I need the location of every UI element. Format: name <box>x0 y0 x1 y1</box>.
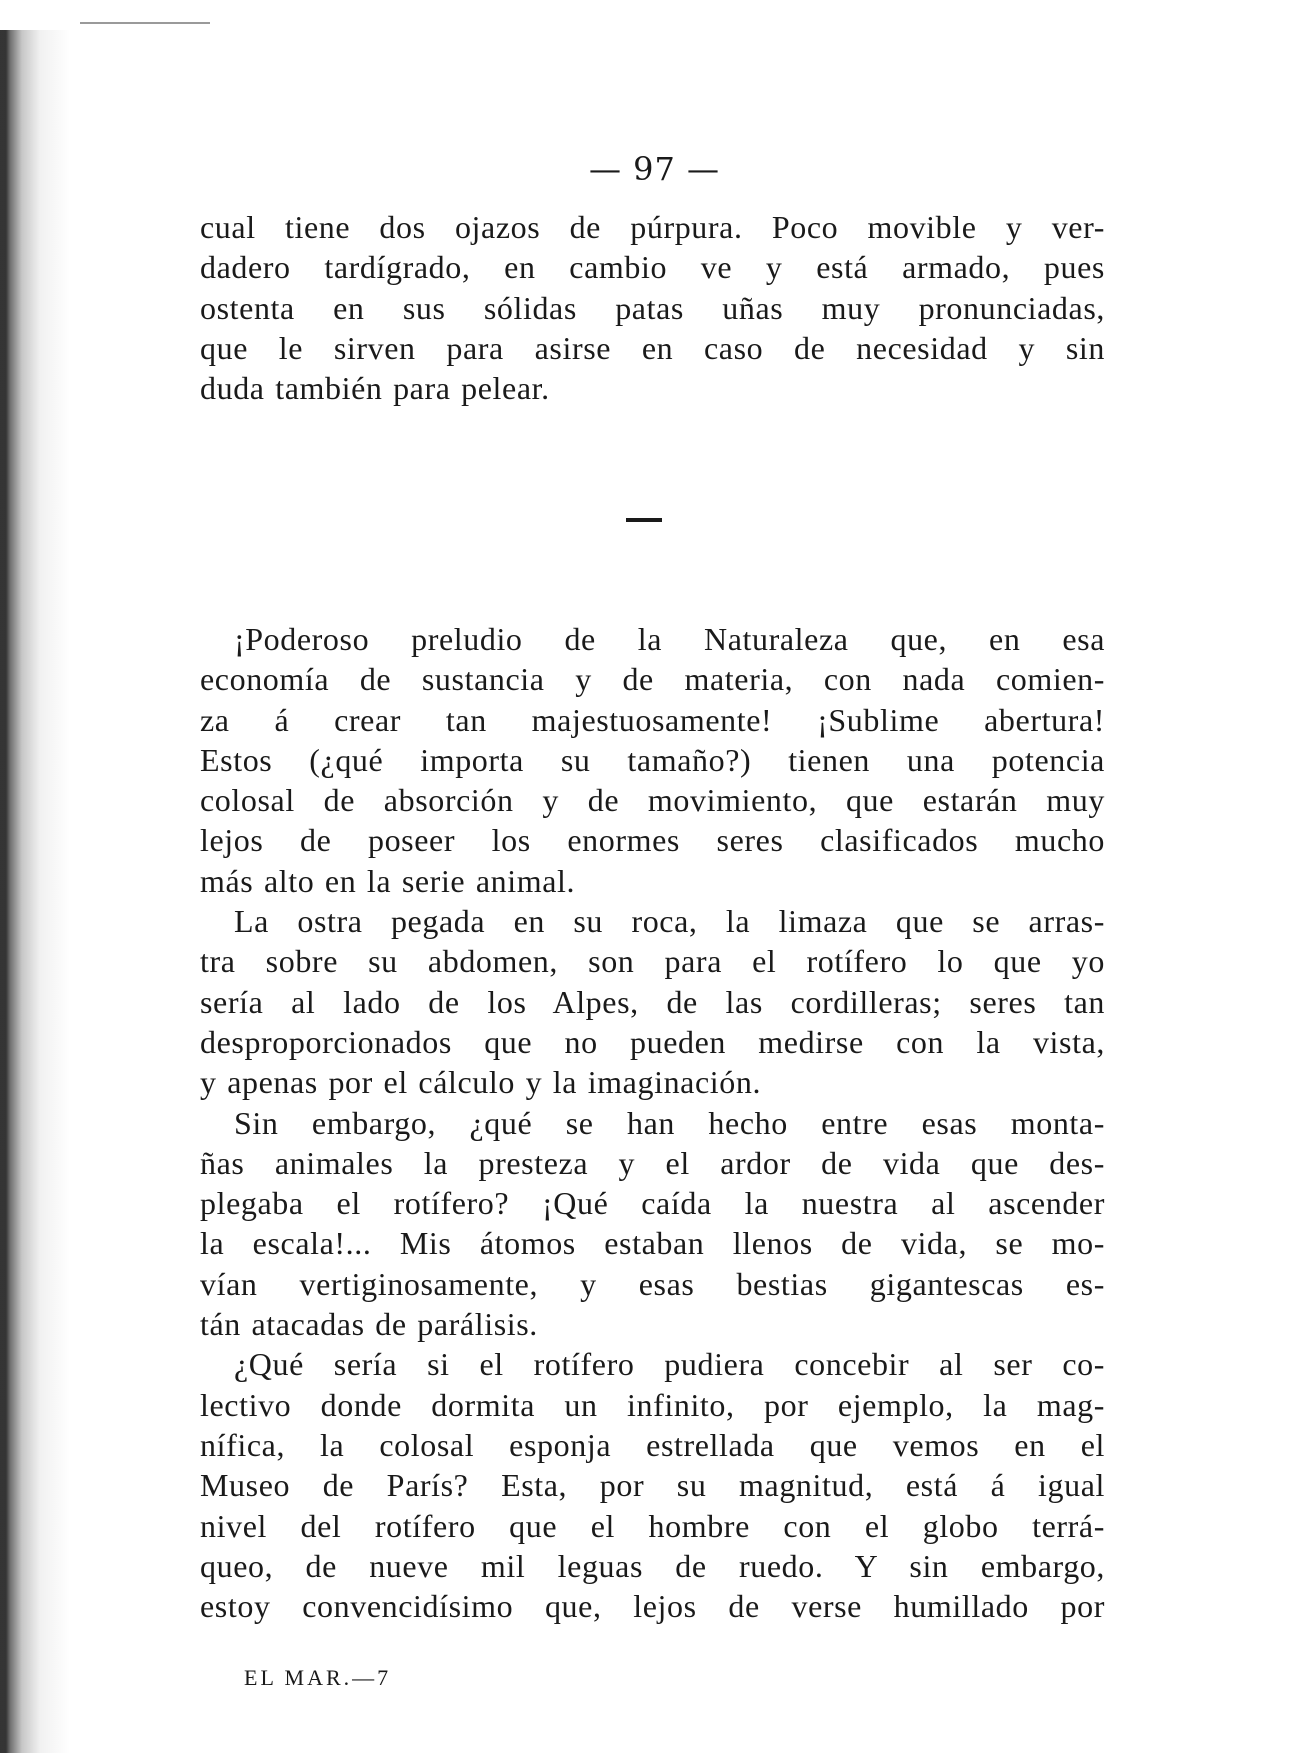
text-line: La ostra pegada en su roca, la limaza que se arras- <box>234 903 1105 940</box>
text-line: ¡Poderoso preludio de la Naturaleza que, en esa <box>234 621 1105 657</box>
text-line: Sin embargo, ¿qué se han hecho entre esas monta- <box>234 1104 1105 1141</box>
scan-binding-edge <box>0 30 70 1753</box>
section-divider-dash <box>626 518 662 522</box>
text-line: Museo de París? Esta, por su magnitud, está á igual <box>200 1467 1105 1504</box>
page-number: — 97 — <box>588 150 721 188</box>
text-line: tra sobre su abdomen, son para el rotífero lo que yo <box>200 943 1105 980</box>
text-line: sería al lado de los Alpes, de las cordilleras; seres tan <box>200 983 1105 1020</box>
text-line: tán atacadas de parálisis. <box>200 1306 538 1343</box>
text-line: estoy convencidísimo que, lejos de verse humillado por <box>200 1588 1105 1625</box>
text-block-top <box>200 207 1105 408</box>
text-line: za á crear tan majestuosamente! ¡Sublime abertura! <box>200 701 1105 738</box>
footer-signature: EL MAR.—7 <box>244 1665 392 1690</box>
text-line: colosal de absorción y de movimiento, que estarán muy <box>200 782 1105 819</box>
text-line: lectivo donde dormita un infinito, por ejemplo, la mag- <box>200 1386 1105 1423</box>
text-line: Estos (¿qué importa su tamaño?) tienen una potencia <box>200 741 1105 778</box>
scan-top-mark <box>80 22 210 24</box>
text-line: queo, de nueve mil leguas de ruedo. Y sin embargo, <box>200 1547 1105 1584</box>
text-line: dadero tardígrado, en cambio ve y está armado, pues <box>200 249 1105 286</box>
text-line: la escala!... Mis átomos estaban llenos de vida, se mo- <box>200 1225 1105 1262</box>
text-line: ¿Qué sería si el rotífero pudiera concebir al ser co- <box>234 1346 1105 1383</box>
text-line: ñas animales la presteza y el ardor de vida que des- <box>200 1144 1105 1181</box>
text-line: desproporcionados que no pueden medirse con la vista, <box>200 1023 1105 1060</box>
text-line: vían vertiginosamente, y esas bestias gigantescas es- <box>200 1265 1105 1302</box>
text-line: ostenta en sus sólidas patas uñas muy pronunciadas, <box>200 289 1105 326</box>
text-line: que le sirven para asirse en caso de necesidad y sin <box>200 329 1105 366</box>
text-line: nivel del rotífero que el hombre con el globo terrá- <box>200 1507 1105 1544</box>
text-line: economía de sustancia y de materia, con nada comien- <box>200 661 1105 698</box>
text-block-main <box>200 619 1105 1626</box>
text-line: cual tiene dos ojazos de púrpura. Poco movible y ver- <box>200 209 1105 245</box>
text-line: plegaba el rotífero? ¡Qué caída la nuestra al ascender <box>200 1185 1105 1222</box>
text-line: más alto en la serie animal. <box>200 862 576 899</box>
text-line: nífica, la colosal esponja estrellada que vemos en el <box>200 1426 1105 1463</box>
text-line: lejos de poseer los enormes seres clasificados mucho <box>200 822 1105 859</box>
text-line: y apenas por el cálculo y la imaginación. <box>200 1064 762 1101</box>
text-line: duda también para pelear. <box>200 370 550 407</box>
